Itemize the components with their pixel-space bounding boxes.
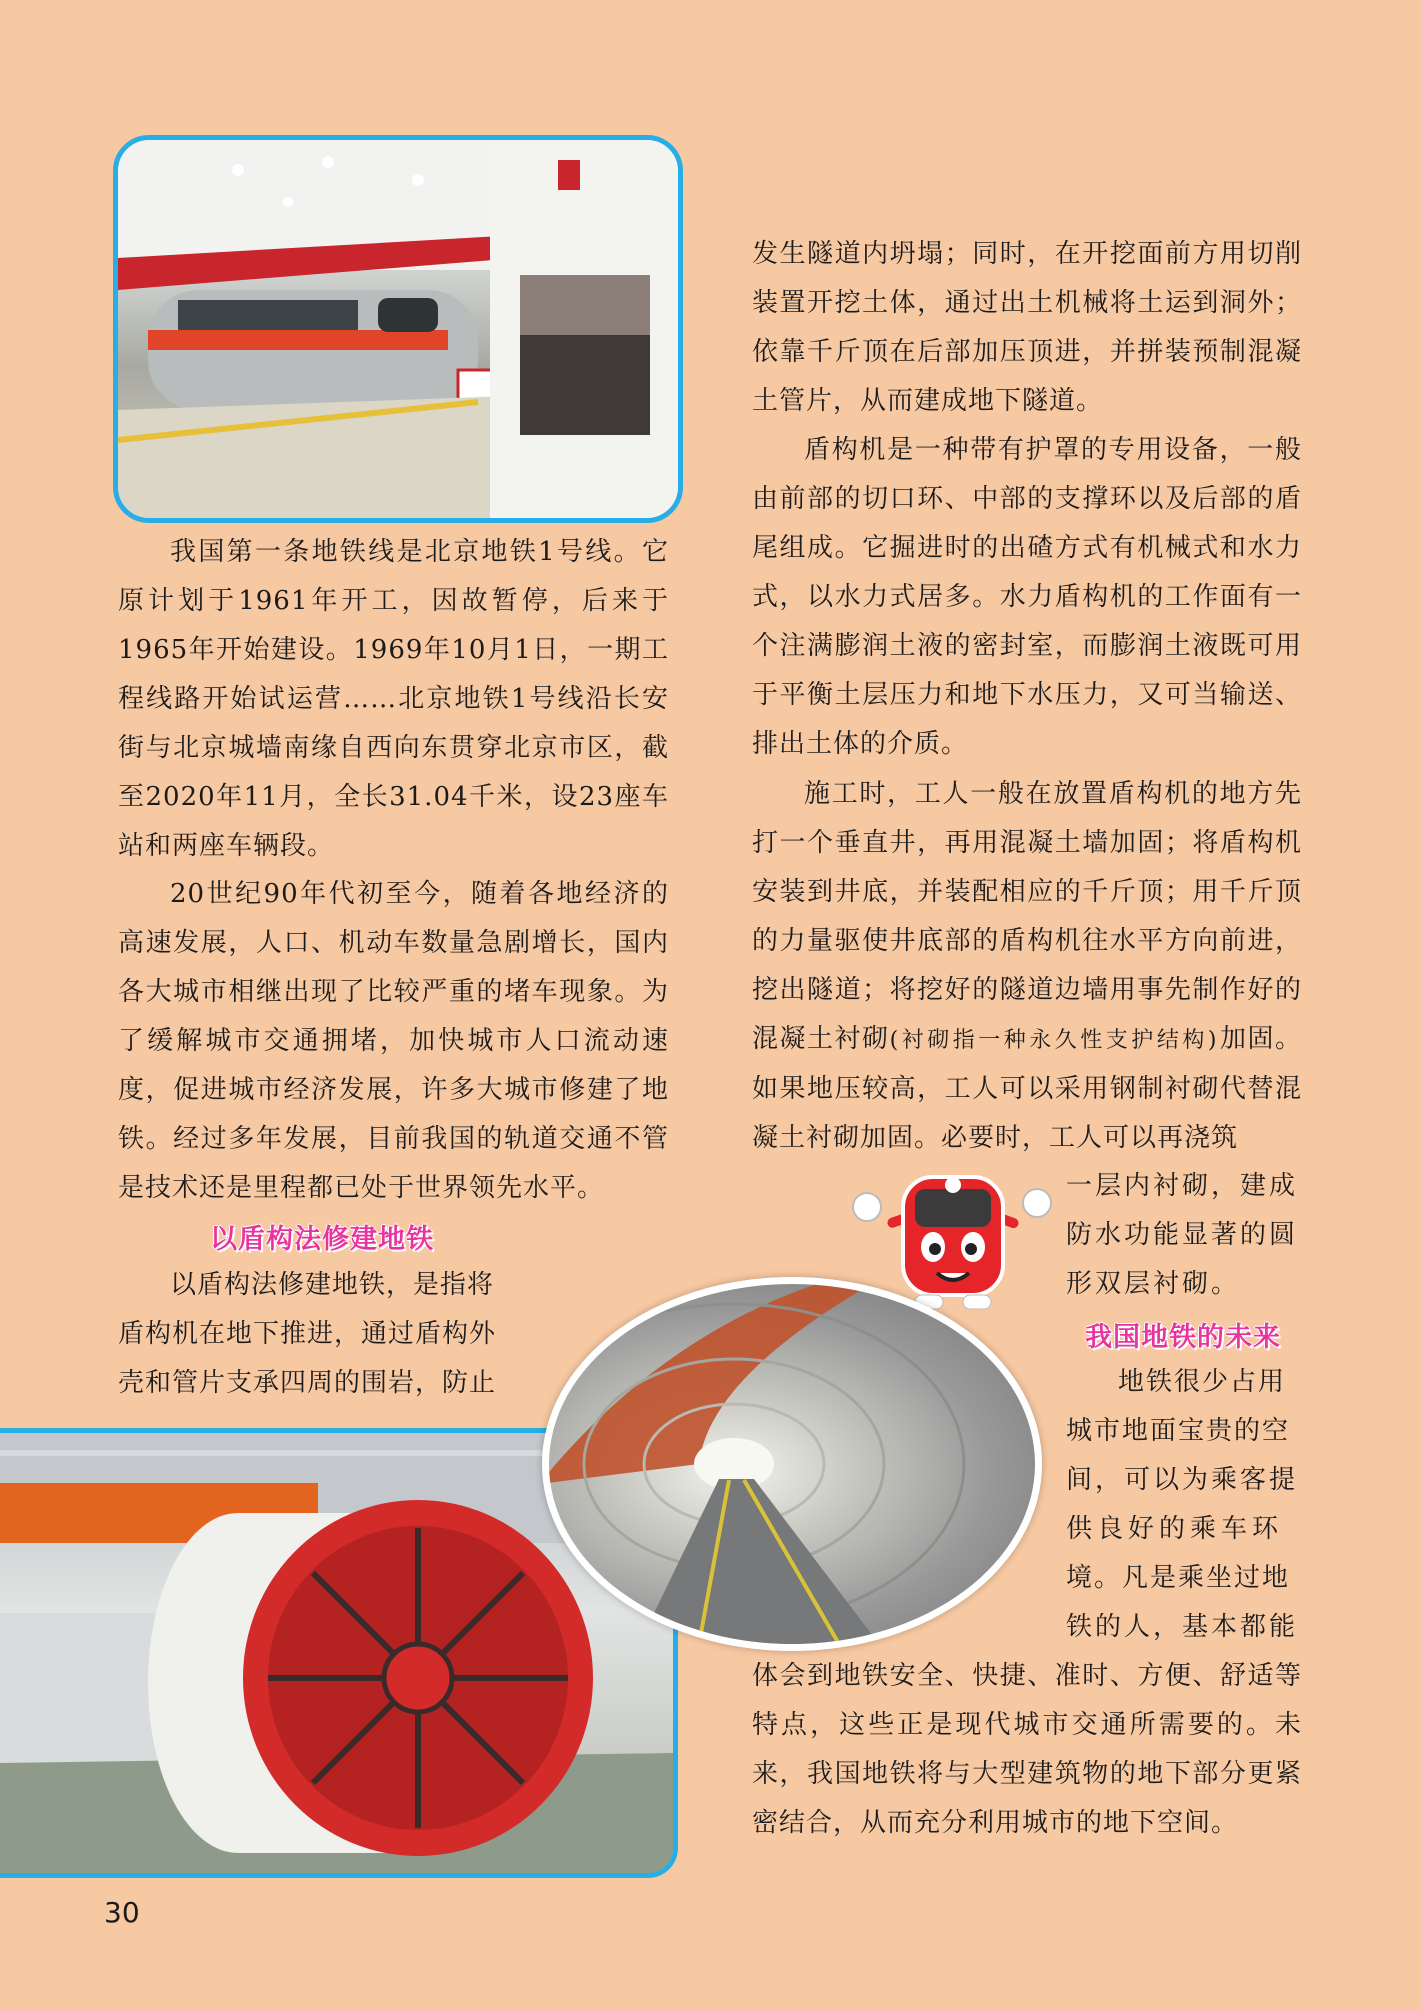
tunnel-illustration [549, 1284, 1035, 1644]
paragraph-urban-subways: 20世纪90年代初至今，随着各地经济的高速发展，人口、机动车数量急剧增长，国内各大城市相继出现了比较严重的堵车现象。为了缓解城市交通拥堵，加快城市人口流动速度，促进城市经济发展，许多大城市修建了地铁。经过多年发展，目前我国的轨道交通不管是技术还是里程都已处于世界领先水平。 [118, 879, 669, 1203]
paragraph-shield-machine: 盾构机是一种带有护罩的专用设备，一般由前部的切口环、中部的支撑环以及后部的盾尾组成。它掘进时的出碴方式有机械式和水力式，以水力式居多。水力盾构机的工作面有一个注满膨润土液的密封室，而膨润土液既可用于平衡土层压力和地下水压力，又可当输送、排出土体的介质。 [752, 435, 1302, 759]
text-line: 铁的人，基本都能 [1066, 1612, 1299, 1642]
section-heading-shield-method: 以盾构法修建地铁 [210, 1224, 434, 1255]
text-line: 形双层衬砌。 [1066, 1269, 1241, 1299]
text-line: 以盾构法修建地铁，是指将 [170, 1270, 495, 1300]
text-line: 供良好的乘车环 [1066, 1514, 1284, 1544]
text-line: 城市地面宝贵的空 [1066, 1416, 1291, 1446]
construction-text: 施工时，工人一般在放置盾构机的地方先打一个垂直井，再用混凝土墙加固；将盾构机安装到井底，并装配相应的千斤顶；用千斤顶的力量驱使井底部的盾构机往水平方向前进，挖出隧道；将挖好的隧道边墙用事先制作好的混凝土衬砌 [752, 779, 1302, 1054]
paragraph-beijing-line1: 我国第一条地铁线是北京地铁1号线。它原计划于1961年开工，因故暂停，后来于1965年开始建设。1969年10月1日，一期工程线路开始试运营……北京地铁1号线沿长安街与北京城墙南缘自西向东贯穿北京市区，截至2020年11月，全长31.04千米，设23座车站和两座车辆段。 [118, 537, 669, 861]
page-number: 30 [104, 1896, 140, 1929]
tunnel-interior-photo [542, 1277, 1042, 1651]
text-line: 境。凡是乘坐过地 [1066, 1563, 1291, 1593]
text-line: 防水功能显著的圆 [1066, 1220, 1299, 1250]
section-heading-future: 我国地铁的未来 [1085, 1322, 1281, 1353]
text-line: 地铁很少占用 [1118, 1367, 1287, 1397]
paragraph-construction-tail [1066, 1162, 1306, 1309]
text-line: 盾构机在地下推进，通过盾构外 [118, 1319, 497, 1349]
text-line: 间，可以为乘客提 [1066, 1465, 1299, 1495]
text-line: 一层内衬砌，建成 [1066, 1171, 1299, 1201]
lining-note: (衬砌指一种永久性支护结构) [889, 1028, 1220, 1053]
paragraph-future-cont: 体会到地铁安全、快捷、准时、方便、舒适等特点，这些正是现代城市交通所需要的。未来，我国地铁将与大型建筑物的地下部分更紧密结合，从而充分利用城市的地下空间。 [752, 1661, 1302, 1838]
subway-platform-photo [113, 135, 683, 523]
subway-platform-illustration [118, 140, 678, 518]
paragraph-future-start [1066, 1358, 1306, 1652]
paragraph-shield-method-start [118, 1261, 558, 1408]
paragraph-construction [752, 770, 1302, 1163]
construction-text-cont: 加固。如果地压较高，工人可以采用钢制衬砌代替混凝土衬砌加固。必要时，工人可以再浇筑 [752, 1024, 1302, 1153]
paragraph-shield-method-cont: 发生隧道内坍塌；同时，在开挖面前方用切削装置开挖土体，通过出土机械将土运到洞外；依靠千斤顶在后部加压顶进，并拼装预制混凝土管片，从而建成地下隧道。 [752, 239, 1302, 416]
text-line: 壳和管片支承四周的围岩，防止 [118, 1368, 497, 1398]
